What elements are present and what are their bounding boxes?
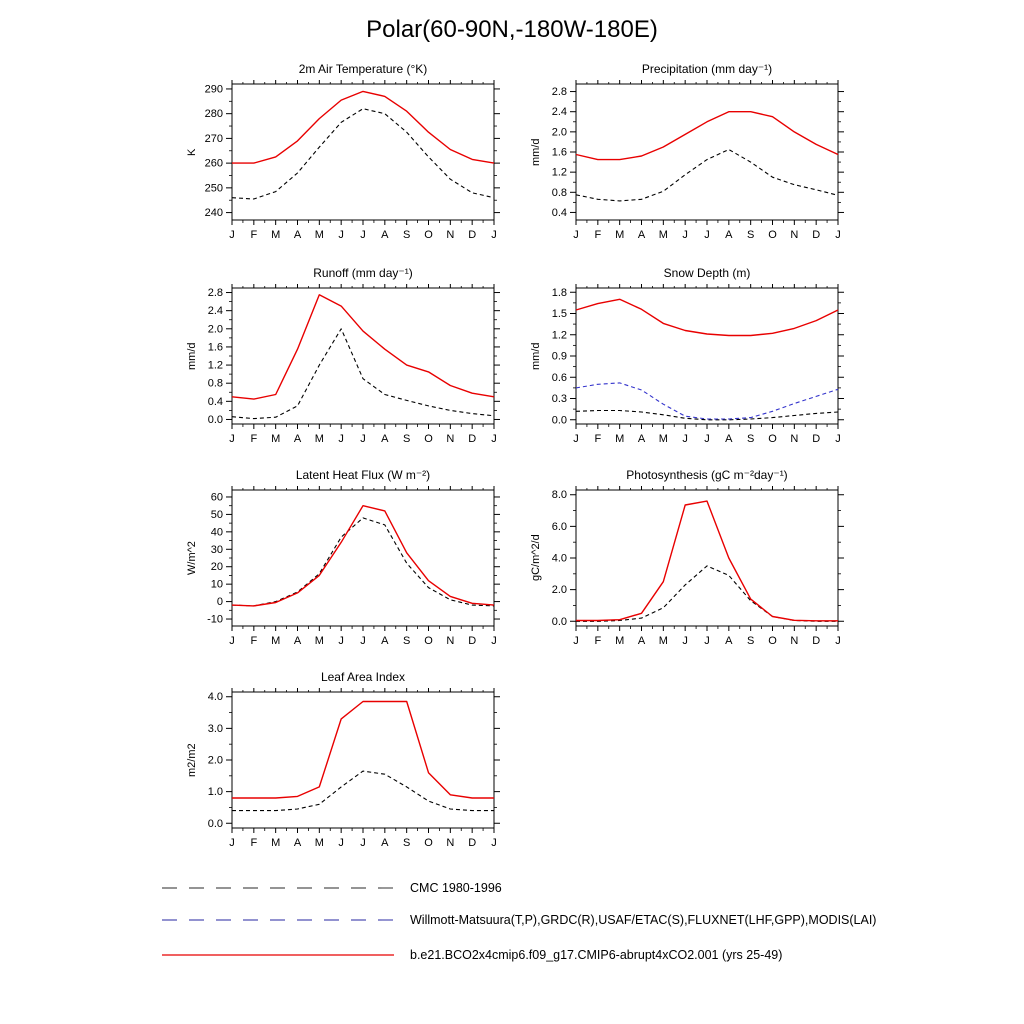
svg-text:A: A	[381, 433, 389, 445]
svg-text:F: F	[250, 635, 258, 647]
svg-text:F: F	[594, 229, 602, 241]
svg-text:J: J	[491, 635, 497, 647]
svg-text:D: D	[468, 229, 477, 241]
svg-text:M: M	[615, 635, 625, 647]
legend-label: Willmott-Matsuura(T,P),GRDC(R),USAF/ETAC(S),FLUXNET(LHF,GPP),MODIS(LAI)	[410, 913, 877, 927]
svg-text:2.8: 2.8	[207, 287, 223, 300]
svg-text:J: J	[360, 229, 366, 241]
chart-title: Snow Depth (m)	[663, 266, 751, 280]
svg-text:240: 240	[204, 207, 223, 220]
svg-text:J: J	[835, 433, 841, 445]
chart-ylabel: m2/m2	[186, 743, 198, 777]
svg-text:J: J	[573, 433, 579, 445]
svg-text:4.0: 4.0	[207, 691, 223, 704]
svg-text:J: J	[704, 229, 710, 241]
svg-text:D: D	[812, 433, 821, 445]
svg-text:D: D	[468, 433, 477, 445]
svg-text:J: J	[682, 433, 688, 445]
svg-text:A: A	[381, 229, 389, 241]
svg-text:2.0: 2.0	[207, 323, 223, 336]
svg-text:290: 290	[204, 83, 223, 96]
svg-text:J: J	[491, 837, 497, 849]
svg-text:N: N	[446, 229, 455, 241]
svg-text:J: J	[338, 635, 344, 647]
svg-text:2.8: 2.8	[551, 86, 567, 99]
svg-text:270: 270	[204, 132, 223, 145]
svg-text:S: S	[746, 433, 755, 445]
svg-text:M: M	[658, 433, 668, 445]
svg-text:F: F	[594, 433, 602, 445]
svg-text:M: M	[271, 837, 281, 849]
latent-heat-flux-plot	[172, 464, 506, 660]
precipitation-plot	[516, 58, 850, 254]
svg-text:O: O	[768, 229, 777, 241]
svg-text:0.6: 0.6	[551, 371, 567, 384]
svg-text:J: J	[573, 229, 579, 241]
svg-text:0.4: 0.4	[207, 395, 223, 408]
svg-text:M: M	[658, 635, 668, 647]
svg-text:A: A	[293, 433, 302, 445]
svg-text:S: S	[746, 229, 755, 241]
svg-text:F: F	[250, 229, 258, 241]
svg-text:A: A	[293, 837, 302, 849]
chart-ylabel: mm/d	[186, 342, 198, 370]
svg-text:0.3: 0.3	[551, 393, 567, 405]
svg-text:J: J	[682, 229, 688, 241]
svg-text:A: A	[637, 433, 646, 445]
chart-title: Leaf Area Index	[320, 670, 406, 684]
svg-text:2.0: 2.0	[551, 584, 567, 597]
chart-2m-air-temperature	[172, 58, 506, 254]
svg-text:N: N	[790, 433, 799, 445]
runoff-plot	[172, 262, 506, 458]
svg-text:J: J	[491, 433, 497, 445]
svg-text:1.6: 1.6	[551, 146, 567, 159]
svg-text:N: N	[446, 837, 455, 849]
svg-text:M: M	[658, 229, 668, 241]
svg-text:60: 60	[210, 491, 223, 504]
svg-text:40: 40	[210, 526, 223, 539]
svg-text:O: O	[424, 229, 433, 241]
svg-text:J: J	[704, 635, 710, 647]
chart-ylabel: mm/d	[530, 138, 542, 166]
svg-text:J: J	[573, 635, 579, 647]
chart-precipitation	[516, 58, 850, 254]
svg-text:10: 10	[210, 578, 223, 591]
svg-text:J: J	[229, 229, 235, 241]
svg-text:J: J	[229, 433, 235, 445]
svg-text:J: J	[338, 433, 344, 445]
snow-depth-plot	[516, 262, 850, 458]
svg-text:M: M	[314, 229, 324, 241]
legend-entry	[160, 910, 876, 930]
svg-text:0.8: 0.8	[551, 186, 567, 199]
chart-ylabel: gC/m^2/d	[530, 534, 542, 582]
svg-text:A: A	[637, 229, 646, 241]
svg-text:N: N	[790, 635, 799, 647]
svg-text:2.0: 2.0	[551, 126, 567, 139]
svg-text:N: N	[446, 433, 455, 445]
svg-text:S: S	[746, 635, 755, 647]
svg-text:A: A	[725, 433, 733, 445]
svg-text:30: 30	[210, 543, 223, 556]
svg-text:A: A	[637, 635, 646, 647]
svg-text:S: S	[402, 837, 411, 849]
svg-text:J: J	[360, 433, 366, 445]
svg-text:J: J	[704, 433, 710, 445]
svg-text:O: O	[424, 635, 433, 647]
chart-ylabel: mm/d	[530, 342, 542, 370]
svg-text:280: 280	[204, 108, 223, 121]
svg-text:J: J	[338, 229, 344, 241]
leaf-area-index-plot	[172, 666, 506, 862]
svg-text:0.9: 0.9	[551, 350, 567, 363]
svg-text:O: O	[424, 433, 433, 445]
svg-text:1.2: 1.2	[207, 359, 223, 372]
page-title: Polar(60-90N,-180W-180E)	[366, 16, 658, 43]
svg-text:20: 20	[210, 561, 223, 574]
legend	[160, 878, 876, 965]
svg-text:A: A	[381, 837, 389, 849]
svg-text:6.0: 6.0	[551, 520, 567, 533]
svg-text:2.4: 2.4	[551, 106, 567, 119]
svg-text:A: A	[293, 229, 302, 241]
svg-text:2.4: 2.4	[207, 305, 223, 318]
svg-text:3.0: 3.0	[207, 722, 223, 735]
svg-text:M: M	[271, 635, 281, 647]
svg-text:250: 250	[204, 182, 223, 195]
svg-text:260: 260	[204, 157, 223, 170]
chart-title: Photosynthesis (gC m⁻²day⁻¹)	[626, 468, 788, 482]
svg-text:D: D	[812, 635, 821, 647]
svg-text:N: N	[790, 229, 799, 241]
svg-text:F: F	[250, 433, 258, 445]
svg-text:S: S	[402, 229, 411, 241]
svg-text:M: M	[314, 635, 324, 647]
svg-text:0: 0	[216, 596, 223, 609]
svg-text:J: J	[338, 837, 344, 849]
legend-line-sample	[160, 881, 396, 895]
svg-text:F: F	[250, 837, 258, 849]
svg-text:0.0: 0.0	[207, 413, 223, 426]
svg-text:J: J	[491, 229, 497, 241]
svg-text:O: O	[768, 635, 777, 647]
legend-line-sample	[160, 948, 396, 962]
legend-entry	[160, 945, 876, 965]
svg-text:1.2: 1.2	[551, 166, 567, 179]
chart-title: Runoff (mm day⁻¹)	[313, 266, 413, 280]
svg-text:O: O	[424, 837, 433, 849]
svg-text:M: M	[271, 229, 281, 241]
chart-leaf-area-index	[172, 666, 506, 862]
svg-text:1.5: 1.5	[551, 308, 567, 320]
svg-text:A: A	[293, 635, 302, 647]
svg-text:0.4: 0.4	[551, 206, 567, 219]
chart-snow-depth	[516, 262, 850, 458]
svg-text:O: O	[768, 433, 777, 445]
chart-title: Latent Heat Flux (W m⁻²)	[295, 468, 431, 482]
svg-text:0.0: 0.0	[551, 615, 567, 628]
svg-text:J: J	[835, 229, 841, 241]
svg-text:S: S	[402, 433, 411, 445]
svg-text:D: D	[812, 229, 821, 241]
chart-ylabel: K	[186, 148, 198, 156]
svg-text:1.6: 1.6	[207, 341, 223, 354]
svg-text:D: D	[468, 635, 477, 647]
svg-text:0.0: 0.0	[207, 817, 223, 830]
svg-text:M: M	[314, 837, 324, 849]
svg-text:50: 50	[210, 508, 223, 521]
svg-text:8.0: 8.0	[551, 489, 567, 502]
chart-title: 2m Air Temperature (°K)	[298, 62, 428, 76]
chart-photosynthesis	[516, 464, 850, 660]
legend-label: b.e21.BCO2x4cmip6.f09_g17.CMIP6-abrupt4xCO2.001 (yrs 25-49)	[410, 948, 783, 962]
legend-entry	[160, 878, 876, 898]
svg-text:-10: -10	[207, 613, 223, 626]
svg-text:1.2: 1.2	[551, 329, 567, 342]
svg-text:J: J	[229, 837, 235, 849]
svg-text:J: J	[360, 837, 366, 849]
legend-line-sample	[160, 913, 396, 927]
chart-runoff	[172, 262, 506, 458]
svg-text:J: J	[682, 635, 688, 647]
svg-text:M: M	[314, 433, 324, 445]
chart-latent-heat-flux	[172, 464, 506, 660]
svg-text:M: M	[615, 229, 625, 241]
chart-ylabel: W/m^2	[186, 541, 198, 575]
temperature-plot	[172, 58, 506, 254]
svg-text:F: F	[594, 635, 602, 647]
svg-text:J: J	[360, 635, 366, 647]
svg-text:1.0: 1.0	[207, 786, 223, 799]
legend-label: CMC 1980-1996	[410, 881, 502, 895]
svg-text:1.8: 1.8	[551, 286, 567, 299]
svg-text:A: A	[725, 229, 733, 241]
svg-text:J: J	[229, 635, 235, 647]
svg-text:D: D	[468, 837, 477, 849]
svg-text:M: M	[615, 433, 625, 445]
photosynthesis-plot	[516, 464, 850, 660]
svg-text:N: N	[446, 635, 455, 647]
svg-text:2.0: 2.0	[207, 754, 223, 767]
svg-text:A: A	[381, 635, 389, 647]
svg-text:J: J	[835, 635, 841, 647]
svg-text:M: M	[271, 433, 281, 445]
svg-text:A: A	[725, 635, 733, 647]
svg-text:0.8: 0.8	[207, 377, 223, 390]
svg-text:S: S	[402, 635, 411, 647]
chart-title: Precipitation (mm day⁻¹)	[641, 62, 773, 76]
svg-text:4.0: 4.0	[551, 552, 567, 565]
svg-text:0.0: 0.0	[551, 414, 567, 427]
